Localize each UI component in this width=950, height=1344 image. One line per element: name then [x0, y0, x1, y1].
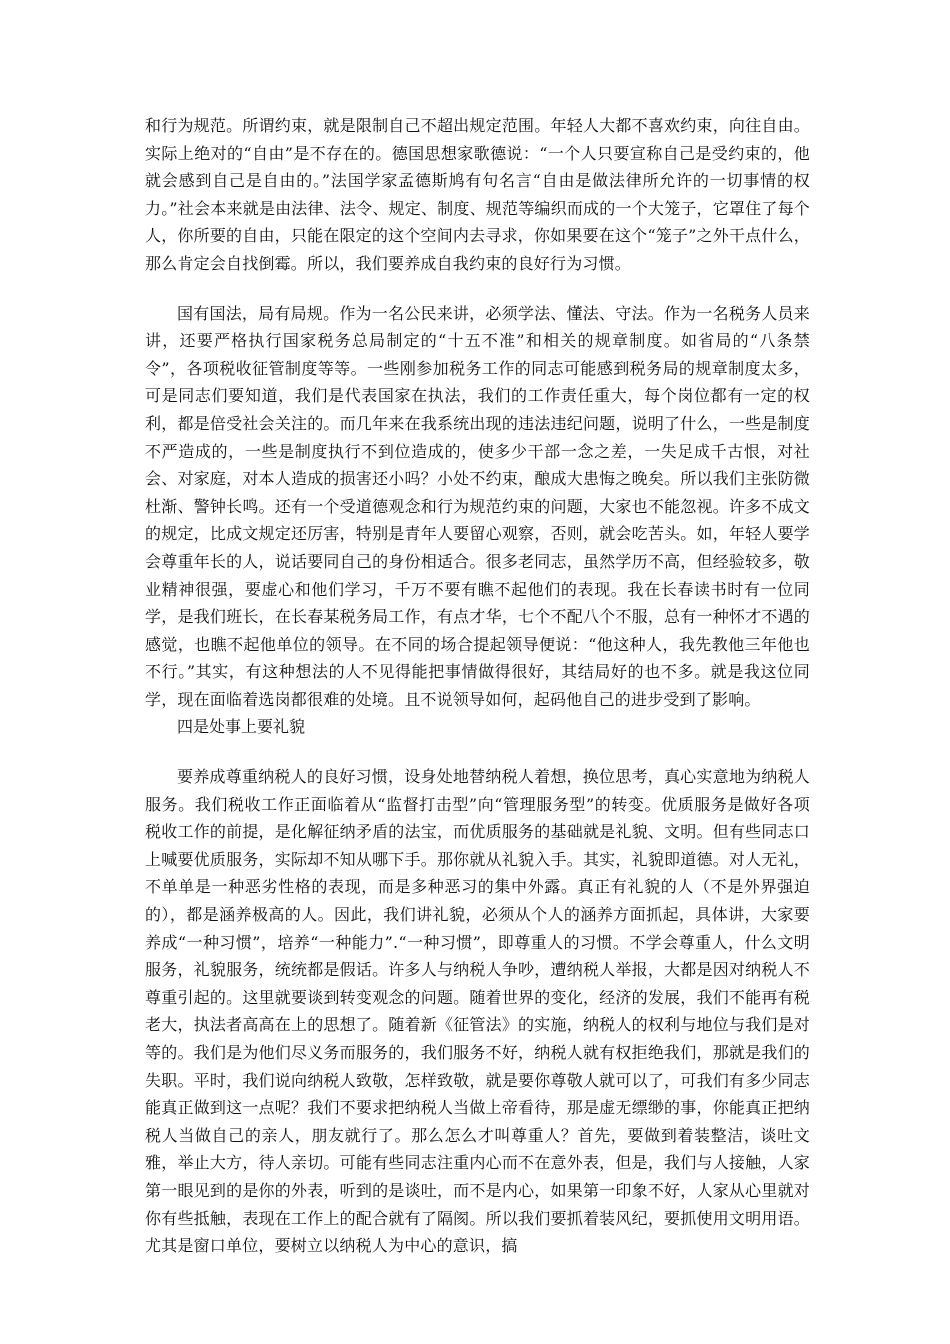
paragraph-restraint: 和行为规范。所谓约束，就是限制自己不超出规定范围。年轻人大都不喜欢约束，向往自由。实际上绝对的“自由”是不存在的。德国思想家歌德说：“一个人只要宣称自己是受约束的，他就会感到自己是自由的。”法国学家孟德斯鸠有句名言“自由是做法律所允许的一切事情的权力。”社会本来就是由法律、法令、规定、制度、规范等编织而成的一个大笼子，它罩住了每个人，你所要的自由，只能在限定的这个空间内去寻求，你如果要在这个“笼子”之外干点什么，那么肯定会自找倒霉。所以，我们要养成自我约束的良好行为习惯。	[145, 116, 810, 273]
document-page	[145, 112, 810, 1260]
paragraph-rules: 国有国法，局有局规。作为一名公民来讲，必须学法、懂法、守法。作为一名税务人员来讲，还要严格执行国家税务总局制定的“十五不准”和相关的规章制度。如省局的“八条禁令”，各项税收征管制度等等。一些刚参加税务工作的同志可能感到税务局的规章制度太多，可是同志们要知道，我们是代表国家在执法，我们的工作责任重大，每个岗位都有一定的权利，都是倍受社会关注的。而几年来在我系统出现的违法违纪问题，说明了什么，一些是制度不严造成的，一些是制度执行不到位造成的，使多少干部一念之差，一失足成千古恨，对社会、对家庭，对本人造成的损害还小吗？小处不约束，酿成大患悔之晚矣。所以我们主张防微杜渐、警钟长鸣。还有一个受道德观念和行为规范约束的问题，大家也不能忽视。许多不成文的规定，比成文规定还厉害，特别是青年人要留心观察，否则，就会吃苦头。如，年轻人要学会尊重年长的人，说话要同自己的身份相适合。很多老同志，虽然学历不高，但经验较多，敬业精神很强，要虚心和他们学习，千万不要有瞧不起他们的表现。我在长春读书时有一位同学，是我们班长，在长春某税务局工作，有点才华，七个不配八个不服，总有一种怀才不遇的感觉，也瞧不起他单位的领导。在不同的场合提起领导便说：“他这种人，我先教他三年他也不行。”其实，有这种想法的人不见得能把事情做得很好，其结局好的也不多。就是我这位同学，现在面临着选岗都很难的处境。且不说领导如何，起码他自己的进步受到了影响。	[145, 303, 810, 709]
paragraph-courtesy: 要养成尊重纳税人的良好习惯，设身处地替纳税人着想，换位思考，真心实意地为纳税人服务。我们税收工作正面临着从“监督打击型”向“管理服务型”的转变。优质服务是做好各项税收工作的前提，是化解征纳矛盾的法宝，而优质服务的基础就是礼貌、文明。但有些同志口上喊要优质服务，实际却不知从哪下手。那你就从礼貌入手。其实，礼貌即道德。对人无礼，不单单是一种恶劣性格的表现，而是多种恶习的集中外露。真正有礼貌的人（不是外界强迫的），都是涵养极高的人。因此，我们讲礼貌，必须从个人的涵养方面抓起，具体讲，大家要养成“一种习惯”，培养“一种能力”.“一种习惯”，即尊重人的习惯。不学会尊重人，什么文明服务，礼貌服务，统统都是假话。许多人与纳税人争吵，遭纳税人举报，大都是因对纳税人不尊重引起的。这里就要谈到转变观念的问题。随着世界的变化，经济的发展，我们不能再有税老大，执法者高高在上的思想了。随着新《征管法》的实施，纳税人的权利与地位与我们是对等的。我们是为他们尽义务而服务的，我们服务不好，纳税人就有权拒绝我们，那就是我们的失职。平时，我们说向纳税人致敬，怎样致敬，就是要你尊敬人就可以了，可我们有多少同志能真正做到这一点呢？我们不要求把纳税人当做上帝看待，那是虚无缥缈的事，你能真正把纳税人当做自己的亲人，朋友就行了。那么怎么才叫尊重人？首先，要做到着装整洁，谈吐文雅，举止大方，待人亲切。可能有些同志注重内心而不在意外表，但是，我们与人接触，人家第一眼见到的是你的外表，听到的是谈吐，而不是内心，如果第一印象不好，人家从心里就对你有些抵触，表现在工作上的配合就有了隔阂。所以我们要抓着装风纪，要抓使用文明用语。尤其是窗口单位，要树立以纳税人为中心的意识，搞	[145, 767, 810, 1256]
section-heading-courtesy: 四是处事上要礼貌	[177, 717, 306, 737]
